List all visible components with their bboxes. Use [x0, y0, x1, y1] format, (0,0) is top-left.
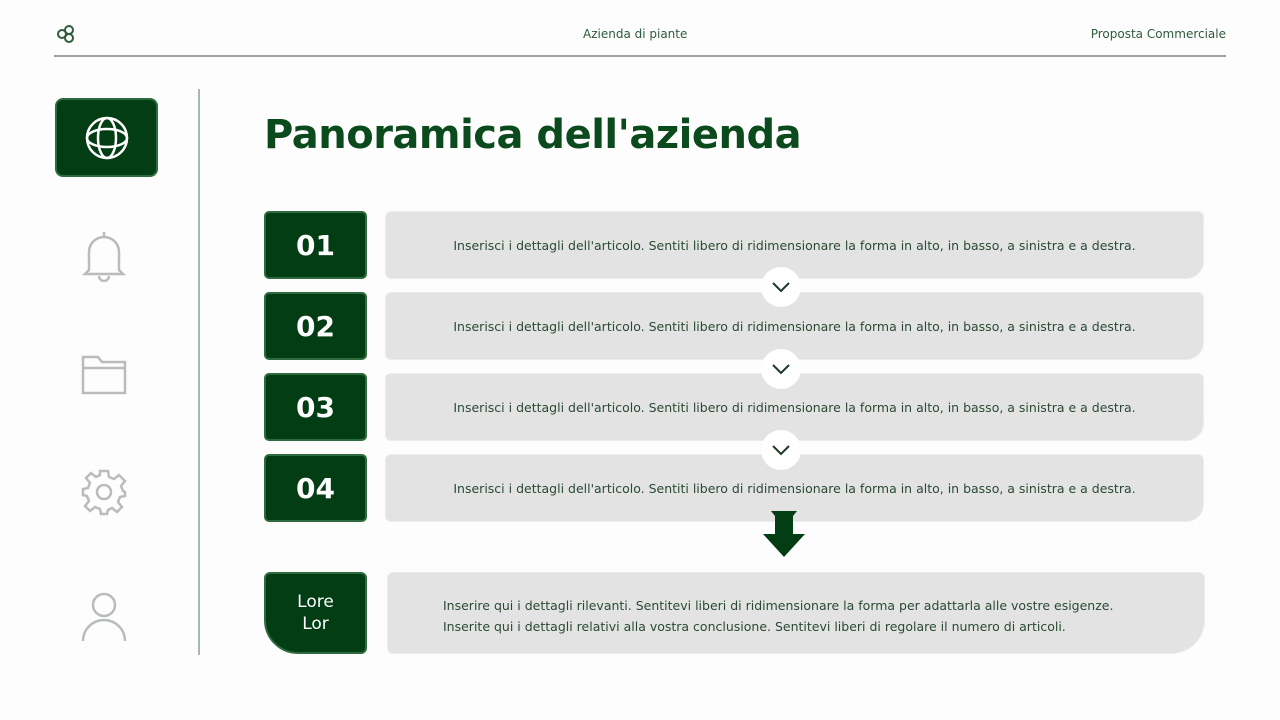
- conclusion-label-line: Lore: [297, 592, 334, 612]
- conclusion-line: Inserire qui i dettagli rilevanti. Sentitevi liberi di ridimensionare la forma per adattarla alle vostre esigenze.: [443, 598, 1114, 613]
- sidebar-item-notifications[interactable]: [78, 230, 130, 282]
- company-name: Azienda di piante: [583, 27, 688, 41]
- step-number: 02: [264, 292, 367, 360]
- user-icon: [80, 591, 128, 643]
- step-number: 04: [264, 454, 367, 522]
- sidebar-item-globe[interactable]: [55, 98, 158, 177]
- step-text: Inserisci i dettagli dell'articolo. Sentiti libero di ridimensionare la forma in alto, in basso, a sinistra e a destra.: [385, 211, 1204, 279]
- step-text: Inserisci i dettagli dell'articolo. Sentiti libero di ridimensionare la forma in alto, in basso, a sinistra e a destra.: [385, 454, 1204, 522]
- document-type: Proposta Commerciale: [1090, 27, 1226, 41]
- step-number: 03: [264, 373, 367, 441]
- step-text: Inserisci i dettagli dell'articolo. Sentiti libero di ridimensionare la forma in alto, in basso, a sinistra e a destra.: [385, 373, 1204, 441]
- bell-icon: [81, 230, 127, 282]
- page-title: Panoramica dell'azienda: [264, 112, 802, 158]
- globe-icon: [84, 115, 130, 161]
- header-divider: [54, 55, 1226, 57]
- conclusion-line: Inserite qui i dettagli relativi alla vostra conclusione. Sentitevi liberi di regolare il numero di articoli.: [443, 619, 1066, 634]
- sidebar-item-settings[interactable]: [78, 466, 130, 518]
- folder-icon: [81, 353, 127, 395]
- conclusion-text: [387, 572, 1205, 654]
- logo-icon: [56, 24, 76, 44]
- arrow-down-icon: [761, 510, 807, 558]
- sidebar-item-folder[interactable]: [78, 348, 130, 400]
- sidebar-divider: [198, 89, 200, 655]
- chevron-down-icon: [761, 267, 801, 307]
- chevron-down-icon: [761, 349, 801, 389]
- conclusion-label-line: Lor: [302, 614, 329, 634]
- step-number: 01: [264, 211, 367, 279]
- conclusion-label: [264, 572, 367, 654]
- gear-icon: [80, 468, 128, 516]
- step-text: Inserisci i dettagli dell'articolo. Sentiti libero di ridimensionare la forma in alto, in basso, a sinistra e a destra.: [385, 292, 1204, 360]
- chevron-down-icon: [761, 430, 801, 470]
- sidebar-item-profile[interactable]: [78, 591, 130, 643]
